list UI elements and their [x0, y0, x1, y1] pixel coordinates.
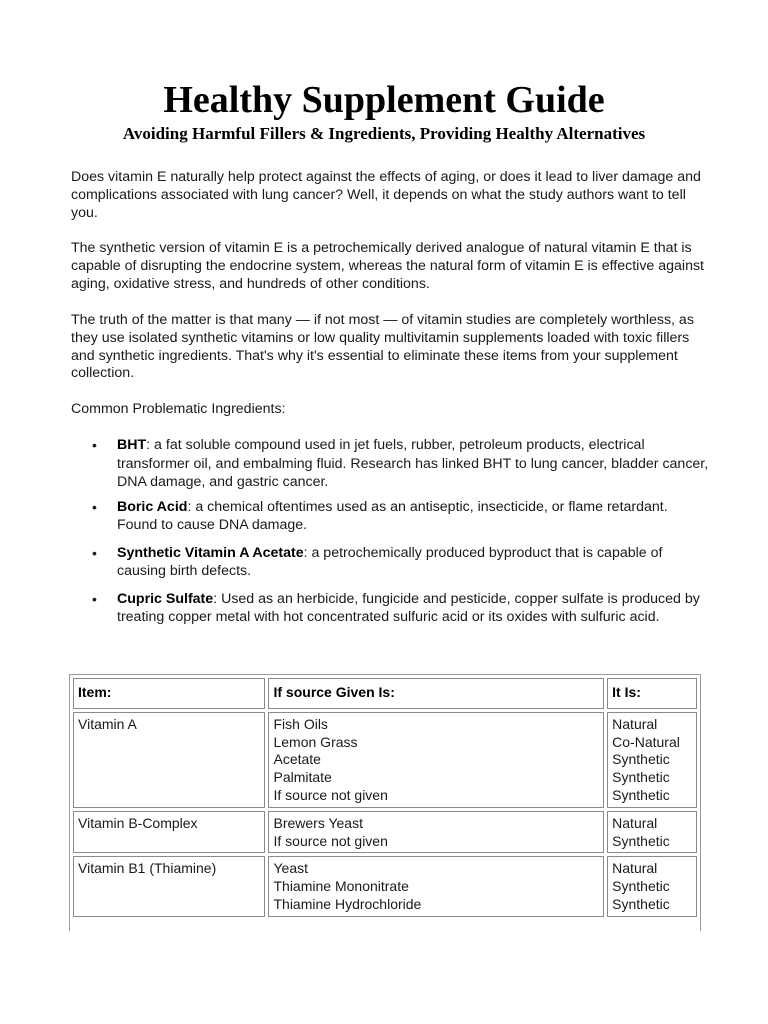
list-item [71, 544, 711, 581]
source-line: Fish Oils [273, 715, 328, 732]
type-line: Synthetic [612, 832, 670, 849]
intro-paragraph: Does vitamin E naturally help protect against the effects of aging, or does it lead to liver damage and complications associated with lung cancer? Well, it depends on what the study authors want to tell you. [71, 169, 701, 221]
type-cell [607, 856, 697, 916]
type-line: Natural [612, 715, 658, 732]
type-line: Synthetic [612, 786, 670, 803]
type-line: Synthetic [612, 895, 670, 912]
header-source: If source Given Is: [268, 678, 604, 709]
ingredient-description: : a fat soluble compound used in jet fuels, rubber, petroleum products, electrical transformer oil, and embalming fluid. Research has linked BHT to lung cancer, bladder cancer, DNA damage, and gastric cancer. [117, 437, 709, 490]
source-cell [268, 712, 604, 808]
ingredient-description: : a petrochemically produced byproduct that is capable of causing birth defects. [117, 544, 663, 579]
list-item [71, 498, 711, 535]
ingredient-name: Cupric Sulfate [117, 590, 214, 607]
source-cell [268, 811, 604, 854]
bullet-icon: • [92, 498, 97, 515]
list-item [71, 436, 711, 492]
type-cell [607, 712, 697, 808]
vitamin-source-table [70, 675, 700, 920]
ingredient-name: Boric Acid [117, 498, 188, 515]
table-header-row [73, 678, 697, 709]
studies-paragraph: The truth of the matter is that many — if not most — of vitamin studies are completely worthless, as they use isolated synthetic vitamins or low quality multivitamin supplements loaded with toxic fillers and synthetic ingredients. That's why it's essential to eliminate these items from your supplement collection. [71, 312, 694, 382]
source-cell [268, 856, 604, 916]
source-line: Thiamine Mononitrate [273, 878, 409, 895]
header-type: It Is: [607, 678, 697, 709]
ingredient-name: Synthetic Vitamin A Acetate [117, 544, 304, 561]
problematic-ingredients-list [71, 436, 711, 627]
type-line: Natural [612, 860, 658, 877]
type-line: Synthetic [612, 751, 670, 768]
list-intro-text: Common Problematic Ingredients: [71, 401, 286, 417]
bullet-icon: • [92, 590, 97, 607]
bullet-icon: • [92, 437, 97, 453]
source-line: If source not given [273, 832, 388, 849]
list-item [71, 590, 711, 627]
bullet-icon: • [92, 544, 97, 561]
table-row [73, 712, 697, 808]
type-line: Natural [612, 814, 658, 831]
item-cell: Vitamin A [73, 712, 265, 808]
type-line: Synthetic [612, 769, 670, 786]
type-line: Co-Natural [612, 733, 680, 750]
item-cell: Vitamin B-Complex [73, 811, 265, 854]
source-line: Thiamine Hydrochloride [273, 895, 422, 912]
type-line: Synthetic [612, 878, 670, 895]
source-line: Brewers Yeast [273, 814, 363, 831]
page-subtitle: Avoiding Harmful Fillers & Ingredients, Providing Healthy Alternatives [122, 124, 646, 143]
ingredient-description: : a chemical oftentimes used as an antiseptic, insecticide, or flame retardant. Found to cause DNA damage. [117, 498, 668, 533]
source-line: Lemon Grass [273, 733, 358, 750]
source-line: Yeast [273, 860, 308, 877]
item-cell: Vitamin B1 (Thiamine) [73, 856, 265, 916]
ingredient-name: BHT [117, 437, 147, 453]
page-title: Healthy Supplement Guide [163, 79, 605, 121]
header-item: Item: [73, 678, 265, 709]
source-line: Palmitate [273, 769, 332, 786]
type-cell [607, 811, 697, 854]
vitamin-source-table-container [69, 674, 701, 931]
table-row [73, 811, 697, 854]
source-line: If source not given [273, 786, 388, 803]
source-line: Acetate [273, 751, 321, 768]
table-row [73, 856, 697, 916]
synthetic-vitamin-e-paragraph: The synthetic version of vitamin E is a petrochemically derived analogue of natural vitamin E that is capable of disrupting the endocrine system, whereas the natural form of vitamin E is effective against aging, oxidative stress, and hundreds of other conditions. [71, 240, 704, 292]
ingredient-description: : Used as an herbicide, fungicide and pesticide, copper sulfate is produced by treating copper metal with hot concentrated sulfuric acid or its oxides with sulfuric acid. [117, 590, 700, 625]
